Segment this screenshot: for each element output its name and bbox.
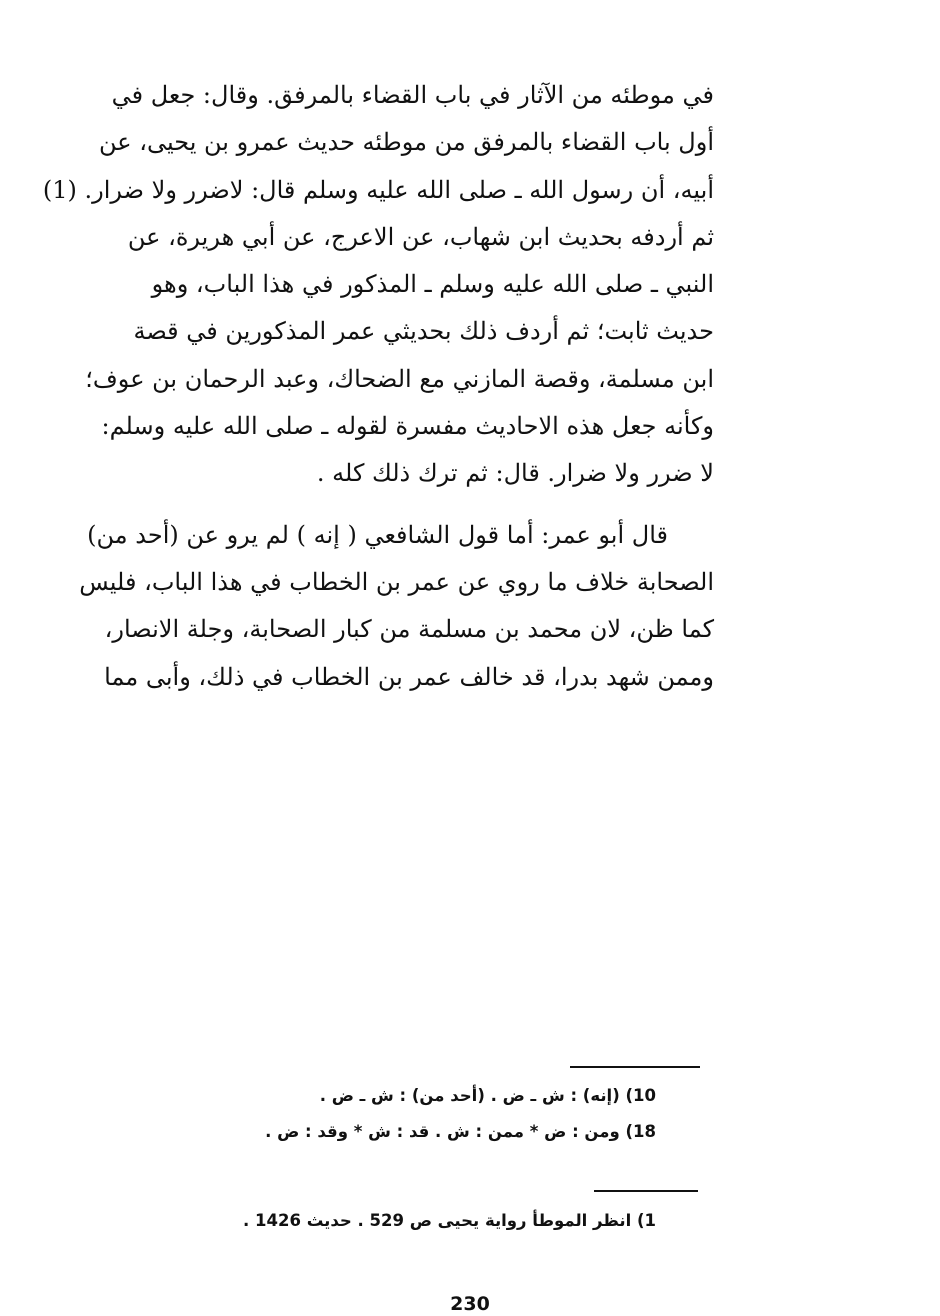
text-line: حديث ثابت؛ ثم أردف ذلك بحديثي عمر المذكورين في قصة	[133, 317, 714, 346]
variant-readings	[265, 1078, 656, 1150]
text-line: أول باب القضاء بالمرفق من موطئه حديث عمرو بن يحيى، عن	[98, 128, 714, 157]
text-line: وممن شهد بدرا، قد خالف عمر بن الخطاب في ذلك، وأبى مما	[104, 662, 714, 691]
text-line: النبي ـ صلى الله عليه وسلم ـ المذكور في هذا الباب، وهو	[151, 270, 714, 299]
text-line: لا ضرر ولا ضرار. قال: ثم ترك ذلك كله .	[316, 459, 714, 488]
page-number: 230	[450, 1293, 490, 1315]
paragraph-1	[42, 72, 714, 498]
text-line: وكأنه جعل هذه الاحاديث مفسرة لقوله ـ صلى الله عليه وسلم:	[101, 412, 714, 441]
text-line: ابن مسلمة، وقصة المازني مع الضحاك، وعبد الرحمان بن عوف؛	[85, 364, 714, 393]
variant-note: 10) (إنه) : ش ـ ض . (أحد من) : ش ـ ض .	[319, 1086, 656, 1105]
text-line: أبيه، أن رسول الله ـ صلى الله عليه وسلم قال: لاضرر ولا ضرار. (1)	[42, 175, 714, 204]
text-line: ثم أردفه بحديث ابن شهاب، عن الاعرج، عن أبي هريرة، عن	[127, 222, 714, 251]
variant-note: 18) ومن : ض * ممن : ش . قد : ش * وقد : ض .	[265, 1122, 656, 1141]
text-line: كما ظن، لان محمد بن مسلمة من كبار الصحابة، وجلة الانصار،	[104, 615, 714, 644]
text-line: قال أبو عمر: أما قول الشافعي ( إنه ) لم يرو عن (أحد من)	[87, 520, 668, 549]
paragraph-2	[78, 512, 714, 701]
text-line: الصحابة خلاف ما روي عن عمر بن الخطاب في هذا الباب، فليس	[79, 567, 714, 596]
text-line: في موطئه من الآثار في باب القضاء بالمرفق. وقال: جعل في	[111, 81, 714, 109]
main-text	[42, 72, 714, 701]
footnotes-separator-rule	[594, 1190, 698, 1192]
footnotes	[243, 1203, 656, 1239]
footnote: 1) انظر الموطأ رواية يحيى ص 529 . حديث 1426 .	[243, 1211, 656, 1230]
variants-separator-rule	[570, 1066, 700, 1068]
